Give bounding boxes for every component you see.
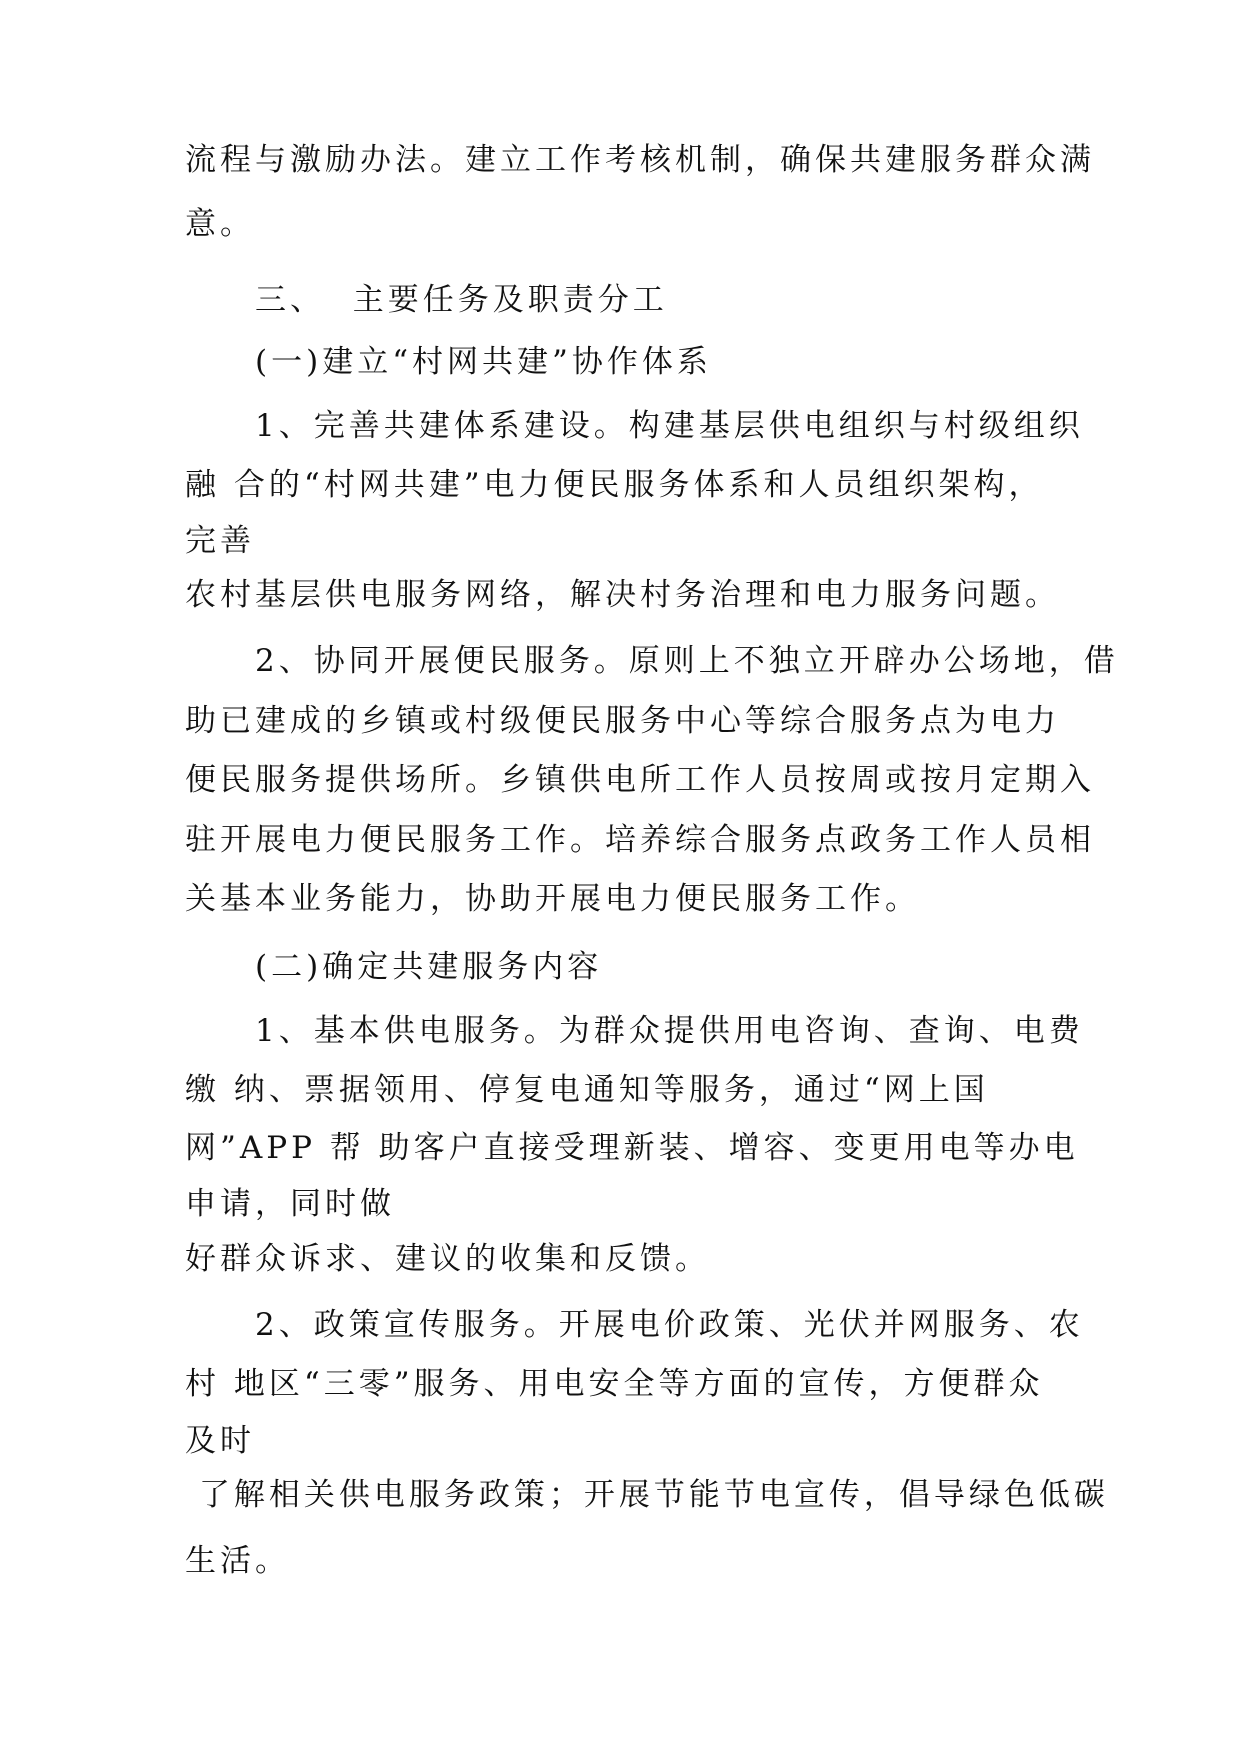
- subsection-heading: (二)确定共建服务内容: [255, 949, 603, 985]
- text-line: 助已建成的乡镇或村级便民服务中心等综合服务点为电力: [185, 703, 1060, 739]
- text-line: 好群众诉求、建议的收集和反馈。: [185, 1241, 710, 1277]
- text-line: 2、政策宣传服务。开展电价政策、光伏并网服务、农: [255, 1307, 1084, 1343]
- text-line: 完善: [185, 523, 255, 559]
- text-line: 缴 纳、票据领用、停复电通知等服务，通过“网上国: [185, 1072, 989, 1108]
- text-line: 1、基本供电服务。为群众提供用电咨询、查询、电费: [255, 1013, 1084, 1049]
- text-line: 农村基层供电服务网络，解决村务治理和电力服务问题。: [185, 577, 1060, 613]
- text-line: 生活。: [185, 1543, 290, 1579]
- text-line: 2、协同开展便民服务。原则上不独立开辟办公场地，借: [255, 643, 1119, 679]
- text-line: 了解相关供电服务政策；开展节能节电宣传，倡导绿色低碳: [185, 1477, 1109, 1513]
- text-line: 村 地区“三零”服务、用电安全等方面的宣传，方便群众: [185, 1366, 1044, 1402]
- text-line: 网”APP 帮 助客户直接受理新装、增容、变更用电等办电: [185, 1130, 1079, 1166]
- text-line: 驻开展电力便民服务工作。培养综合服务点政务工作人员相: [185, 822, 1095, 858]
- section-heading: 三、 主要任务及职责分工: [255, 282, 668, 318]
- text-line: 便民服务提供场所。乡镇供电所工作人员按周或按月定期入: [185, 762, 1095, 798]
- subsection-heading: (一)建立“村网共建”协作体系: [255, 344, 712, 380]
- text-line: 申请，同时做: [185, 1186, 395, 1222]
- text-line: 1、完善共建体系建设。构建基层供电组织与村级组织: [255, 408, 1084, 444]
- text-line: 流程与激励办法。建立工作考核机制，确保共建服务群众满: [185, 142, 1095, 178]
- text-line: 融 合的“村网共建”电力便民服务体系和人员组织架构，: [185, 467, 1044, 503]
- text-line: 及时: [185, 1423, 255, 1459]
- text-line: 关基本业务能力，协助开展电力便民服务工作。: [185, 881, 920, 917]
- text-line: 意。: [185, 206, 255, 242]
